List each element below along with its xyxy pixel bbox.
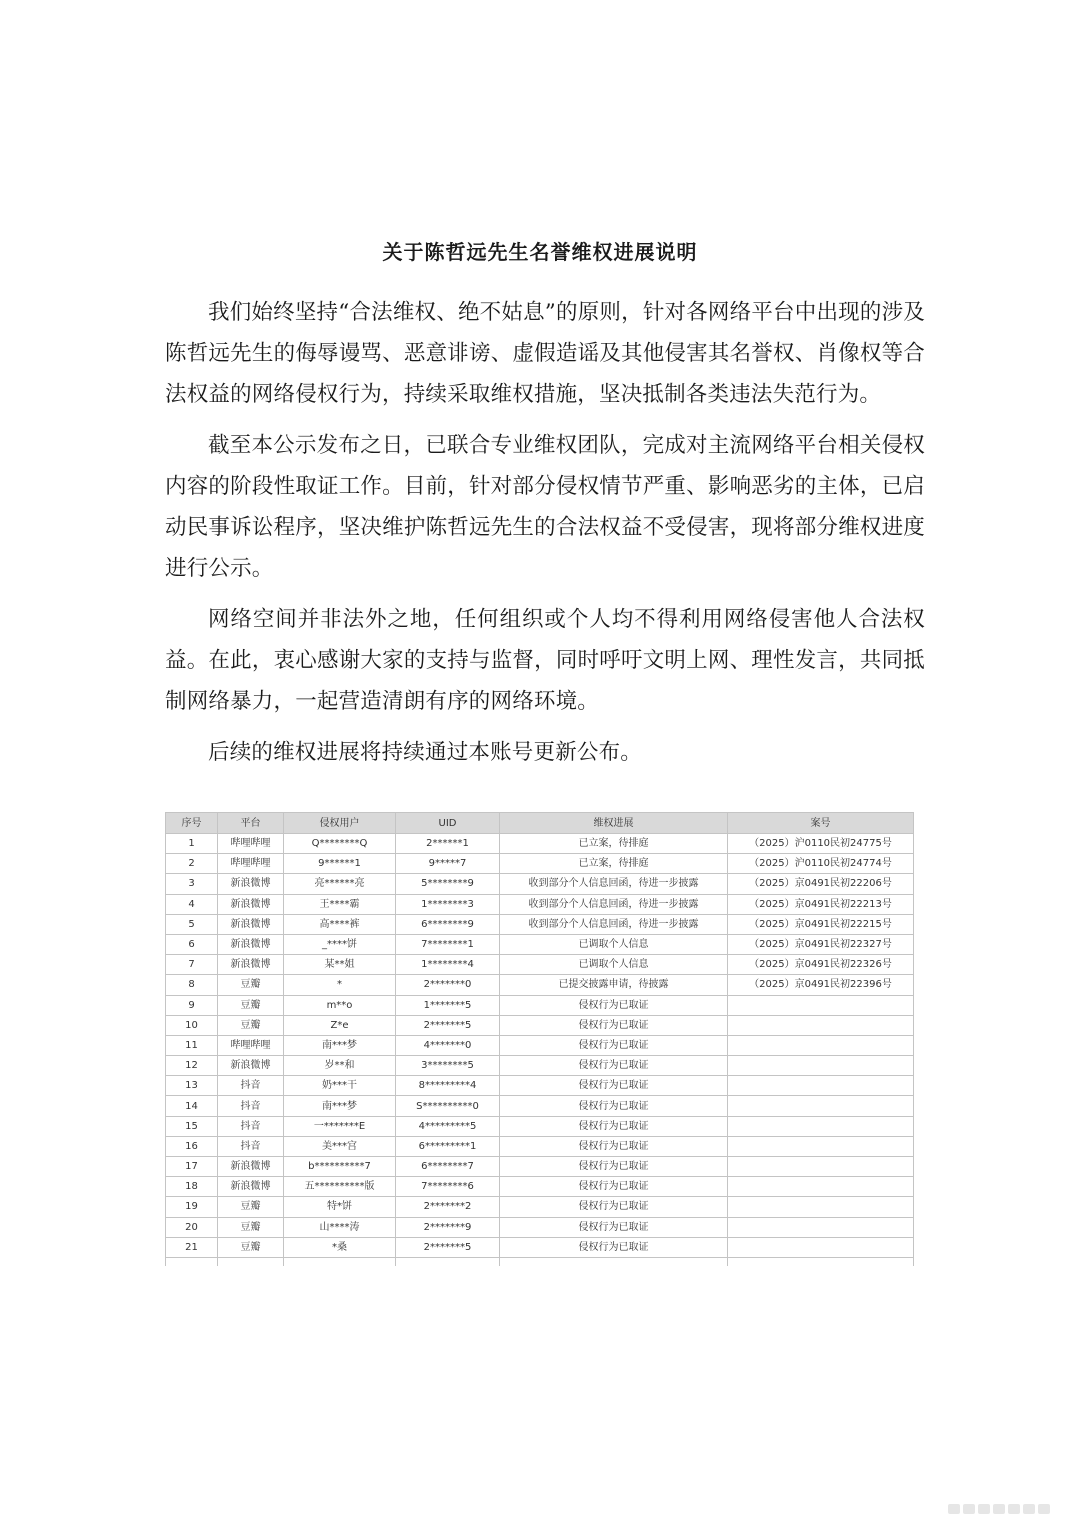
cell-index: 20 xyxy=(166,1217,218,1237)
cell-user: 南***梦 xyxy=(284,1096,396,1116)
cell-progress: 侵权行为已取证 xyxy=(500,1177,728,1197)
cell-case-number xyxy=(728,1177,914,1197)
cell-index: 7 xyxy=(166,955,218,975)
cell-index: 18 xyxy=(166,1177,218,1197)
table-row xyxy=(166,1157,914,1177)
cell-user: 王****霸 xyxy=(284,894,396,914)
table-row xyxy=(166,1177,914,1197)
cell-user: 奶***干 xyxy=(284,1076,396,1096)
cell-platform: 新浪微博 xyxy=(218,1056,284,1076)
cell-platform: 抖音 xyxy=(218,1076,284,1096)
cell-uid: 2*******9 xyxy=(396,1217,500,1237)
table-header-row xyxy=(166,813,914,834)
cell-uid: 9*****7 xyxy=(396,854,500,874)
cell-index: 19 xyxy=(166,1197,218,1217)
cell-index: 12 xyxy=(166,1056,218,1076)
watermark xyxy=(948,1502,1058,1516)
paragraph-principle: 我们始终坚持“合法维权、绝不姑息”的原则，针对各网络平台中出现的涉及陈哲远先生的侮辱谩骂、恶意诽谤、虚假造谣及其他侵害其名誉权、肖像权等合法权益的网络侵权行为，持续采取维权措施，坚决抵制各类违法失范行为。 xyxy=(165,300,925,407)
cell-index: 15 xyxy=(166,1116,218,1136)
header-platform: 平台 xyxy=(218,813,284,834)
header-case-number: 案号 xyxy=(728,813,914,834)
table-row xyxy=(166,874,914,894)
watermark-glyph xyxy=(1023,1504,1035,1514)
table-row xyxy=(166,1096,914,1116)
cell-index: 16 xyxy=(166,1136,218,1156)
cell-uid: 7********6 xyxy=(396,1177,500,1197)
cell-user: 某**姐 xyxy=(284,955,396,975)
progress-table-container xyxy=(165,812,913,1266)
cell-user: b**********7 xyxy=(284,1157,396,1177)
cell-platform: 豆瓣 xyxy=(218,1217,284,1237)
cell-platform: 豆瓣 xyxy=(218,975,284,995)
header-index: 序号 xyxy=(166,813,218,834)
cell-user: 美***宫 xyxy=(284,1136,396,1156)
table-body xyxy=(166,834,914,1266)
cell-case-number xyxy=(728,1096,914,1116)
table-row xyxy=(166,1136,914,1156)
table-row xyxy=(166,914,914,934)
cell-progress: 收到部分个人信息回函，待进一步披露 xyxy=(500,914,728,934)
cell-index: 17 xyxy=(166,1157,218,1177)
table-row xyxy=(166,894,914,914)
cell-case-number: （2025）京0491民初22396号 xyxy=(728,975,914,995)
cell-user: 亮******亮 xyxy=(284,874,396,894)
cell-case-number xyxy=(728,1116,914,1136)
cell-progress: 侵权行为已取证 xyxy=(500,1237,728,1257)
cell-uid: 8*********4 xyxy=(396,1076,500,1096)
cell-platform: 哔哩哔哩 xyxy=(218,1035,284,1055)
paragraph-progress: 截至本公示发布之日，已联合专业维权团队，完成对主流网络平台相关侵权内容的阶段性取证工作。目前，针对部分侵权情节严重、影响恶劣的主体，已启动民事诉讼程序，坚决维护陈哲远先生的合法权益不受侵害，现将部分维权进度进行公示。 xyxy=(165,433,925,581)
cell-index: 10 xyxy=(166,1015,218,1035)
table-row xyxy=(166,1217,914,1237)
cell-platform: 抖音 xyxy=(218,1096,284,1116)
table-row xyxy=(166,1015,914,1035)
cell-case-number: （2025）沪0110民初24774号 xyxy=(728,854,914,874)
cell-uid: 1********4 xyxy=(396,955,500,975)
paragraph-followup: 后续的维权进展将持续通过本账号更新公布。 xyxy=(208,740,643,765)
cell-platform: 新浪微博 xyxy=(218,894,284,914)
empty-cell xyxy=(728,1257,914,1266)
cell-progress: 侵权行为已取证 xyxy=(500,1015,728,1035)
cell-user: 9******1 xyxy=(284,854,396,874)
cell-uid: 2******1 xyxy=(396,834,500,854)
cell-case-number xyxy=(728,1056,914,1076)
table-row xyxy=(166,1116,914,1136)
header-user: 侵权用户 xyxy=(284,813,396,834)
cell-user: * xyxy=(284,975,396,995)
progress-table xyxy=(165,812,914,1266)
cell-case-number xyxy=(728,1015,914,1035)
cell-case-number xyxy=(728,1136,914,1156)
cell-case-number: （2025）京0491民初22206号 xyxy=(728,874,914,894)
cell-index: 1 xyxy=(166,834,218,854)
cell-platform: 抖音 xyxy=(218,1116,284,1136)
table-row xyxy=(166,1197,914,1217)
cell-user: 特*饼 xyxy=(284,1197,396,1217)
table-row xyxy=(166,975,914,995)
header-progress: 维权进展 xyxy=(500,813,728,834)
cell-case-number: （2025）京0491民初22213号 xyxy=(728,894,914,914)
cell-case-number xyxy=(728,1035,914,1055)
cell-user: Q********Q xyxy=(284,834,396,854)
table-row xyxy=(166,1056,914,1076)
cell-progress: 侵权行为已取证 xyxy=(500,1056,728,1076)
cell-uid: 1********3 xyxy=(396,894,500,914)
cell-uid: 2*******2 xyxy=(396,1197,500,1217)
cell-case-number: （2025）京0491民初22327号 xyxy=(728,934,914,954)
cell-platform: 新浪微博 xyxy=(218,914,284,934)
cell-case-number xyxy=(728,1157,914,1177)
cell-platform: 新浪微博 xyxy=(218,874,284,894)
cell-index: 6 xyxy=(166,934,218,954)
cell-user: 岁**和 xyxy=(284,1056,396,1076)
cell-case-number: （2025）京0491民初22326号 xyxy=(728,955,914,975)
cell-progress: 侵权行为已取证 xyxy=(500,1217,728,1237)
cell-progress: 已调取个人信息 xyxy=(500,934,728,954)
cell-user: 高****裤 xyxy=(284,914,396,934)
cell-index: 9 xyxy=(166,995,218,1015)
cell-index: 21 xyxy=(166,1237,218,1257)
cell-progress: 收到部分个人信息回函，待进一步披露 xyxy=(500,874,728,894)
cell-platform: 新浪微博 xyxy=(218,1177,284,1197)
table-row xyxy=(166,995,914,1015)
cell-user: *桑 xyxy=(284,1237,396,1257)
cell-progress: 侵权行为已取证 xyxy=(500,1076,728,1096)
cell-index: 13 xyxy=(166,1076,218,1096)
cell-progress: 侵权行为已取证 xyxy=(500,1197,728,1217)
cell-index: 14 xyxy=(166,1096,218,1116)
table-row xyxy=(166,1035,914,1055)
cell-case-number: （2025）京0491民初22215号 xyxy=(728,914,914,934)
cell-progress: 侵权行为已取证 xyxy=(500,1157,728,1177)
cell-uid: 7********1 xyxy=(396,934,500,954)
cell-user: 五**********版 xyxy=(284,1177,396,1197)
cell-index: 5 xyxy=(166,914,218,934)
cell-case-number: （2025）沪0110民初24775号 xyxy=(728,834,914,854)
watermark-glyph xyxy=(1038,1504,1050,1514)
cell-user: 山****涛 xyxy=(284,1217,396,1237)
watermark-glyph xyxy=(963,1504,975,1514)
watermark-glyph xyxy=(993,1504,1005,1514)
cell-user: _****饼 xyxy=(284,934,396,954)
empty-cell xyxy=(396,1257,500,1266)
table-row xyxy=(166,1076,914,1096)
cell-user: 南***梦 xyxy=(284,1035,396,1055)
cell-case-number xyxy=(728,1076,914,1096)
cell-progress: 侵权行为已取证 xyxy=(500,1116,728,1136)
empty-cell xyxy=(166,1257,218,1266)
cell-user: m**o xyxy=(284,995,396,1015)
cell-case-number xyxy=(728,1217,914,1237)
header-uid: UID xyxy=(396,813,500,834)
watermark-glyph xyxy=(1008,1504,1020,1514)
cell-index: 4 xyxy=(166,894,218,914)
cell-progress: 已立案，待排庭 xyxy=(500,854,728,874)
cell-uid: S**********0 xyxy=(396,1096,500,1116)
table-tail-row xyxy=(166,1257,914,1266)
cell-uid: 6********9 xyxy=(396,914,500,934)
empty-cell xyxy=(500,1257,728,1266)
cell-index: 8 xyxy=(166,975,218,995)
watermark-glyph xyxy=(948,1504,960,1514)
empty-cell xyxy=(284,1257,396,1266)
cell-uid: 1*******5 xyxy=(396,995,500,1015)
cell-progress: 侵权行为已取证 xyxy=(500,1035,728,1055)
cell-progress: 收到部分个人信息回函，待进一步披露 xyxy=(500,894,728,914)
table-row xyxy=(166,834,914,854)
cell-uid: 6*********1 xyxy=(396,1136,500,1156)
cell-uid: 5********9 xyxy=(396,874,500,894)
document-body xyxy=(165,292,925,783)
table-row xyxy=(166,934,914,954)
cell-uid: 2*******5 xyxy=(396,1237,500,1257)
table-row xyxy=(166,955,914,975)
cell-platform: 豆瓣 xyxy=(218,1237,284,1257)
cell-platform: 豆瓣 xyxy=(218,1015,284,1035)
cell-platform: 新浪微博 xyxy=(218,955,284,975)
cell-index: 11 xyxy=(166,1035,218,1055)
cell-progress: 侵权行为已取证 xyxy=(500,1136,728,1156)
cell-user: 一*******E xyxy=(284,1116,396,1136)
cell-uid: 6********7 xyxy=(396,1157,500,1177)
cell-platform: 豆瓣 xyxy=(218,995,284,1015)
cell-uid: 4*********5 xyxy=(396,1116,500,1136)
cell-progress: 已提交披露申请，待披露 xyxy=(500,975,728,995)
paragraph-appeal: 网络空间并非法外之地，任何组织或个人均不得利用网络侵害他人合法权益。在此，衷心感谢大家的支持与监督，同时呼吁文明上网、理性发言，共同抵制网络暴力，一起营造清朗有序的网络环境。 xyxy=(165,607,925,714)
cell-platform: 哔哩哔哩 xyxy=(218,834,284,854)
cell-platform: 新浪微博 xyxy=(218,1157,284,1177)
cell-uid: 2*******0 xyxy=(396,975,500,995)
cell-case-number xyxy=(728,995,914,1015)
document-title: 关于陈哲远先生名誉维权进展说明 xyxy=(382,240,698,264)
cell-progress: 已立案，待排庭 xyxy=(500,834,728,854)
cell-platform: 哔哩哔哩 xyxy=(218,854,284,874)
watermark-glyph xyxy=(978,1504,990,1514)
table-row xyxy=(166,1237,914,1257)
cell-progress: 已调取个人信息 xyxy=(500,955,728,975)
cell-uid: 3********5 xyxy=(396,1056,500,1076)
cell-progress: 侵权行为已取证 xyxy=(500,1096,728,1116)
cell-uid: 4*******0 xyxy=(396,1035,500,1055)
cell-index: 3 xyxy=(166,874,218,894)
empty-cell xyxy=(218,1257,284,1266)
table-row xyxy=(166,854,914,874)
cell-case-number xyxy=(728,1237,914,1257)
cell-platform: 抖音 xyxy=(218,1136,284,1156)
cell-case-number xyxy=(728,1197,914,1217)
cell-index: 2 xyxy=(166,854,218,874)
cell-user: Z*e xyxy=(284,1015,396,1035)
cell-platform: 新浪微博 xyxy=(218,934,284,954)
cell-uid: 2*******5 xyxy=(396,1015,500,1035)
cell-platform: 豆瓣 xyxy=(218,1197,284,1217)
cell-progress: 侵权行为已取证 xyxy=(500,995,728,1015)
